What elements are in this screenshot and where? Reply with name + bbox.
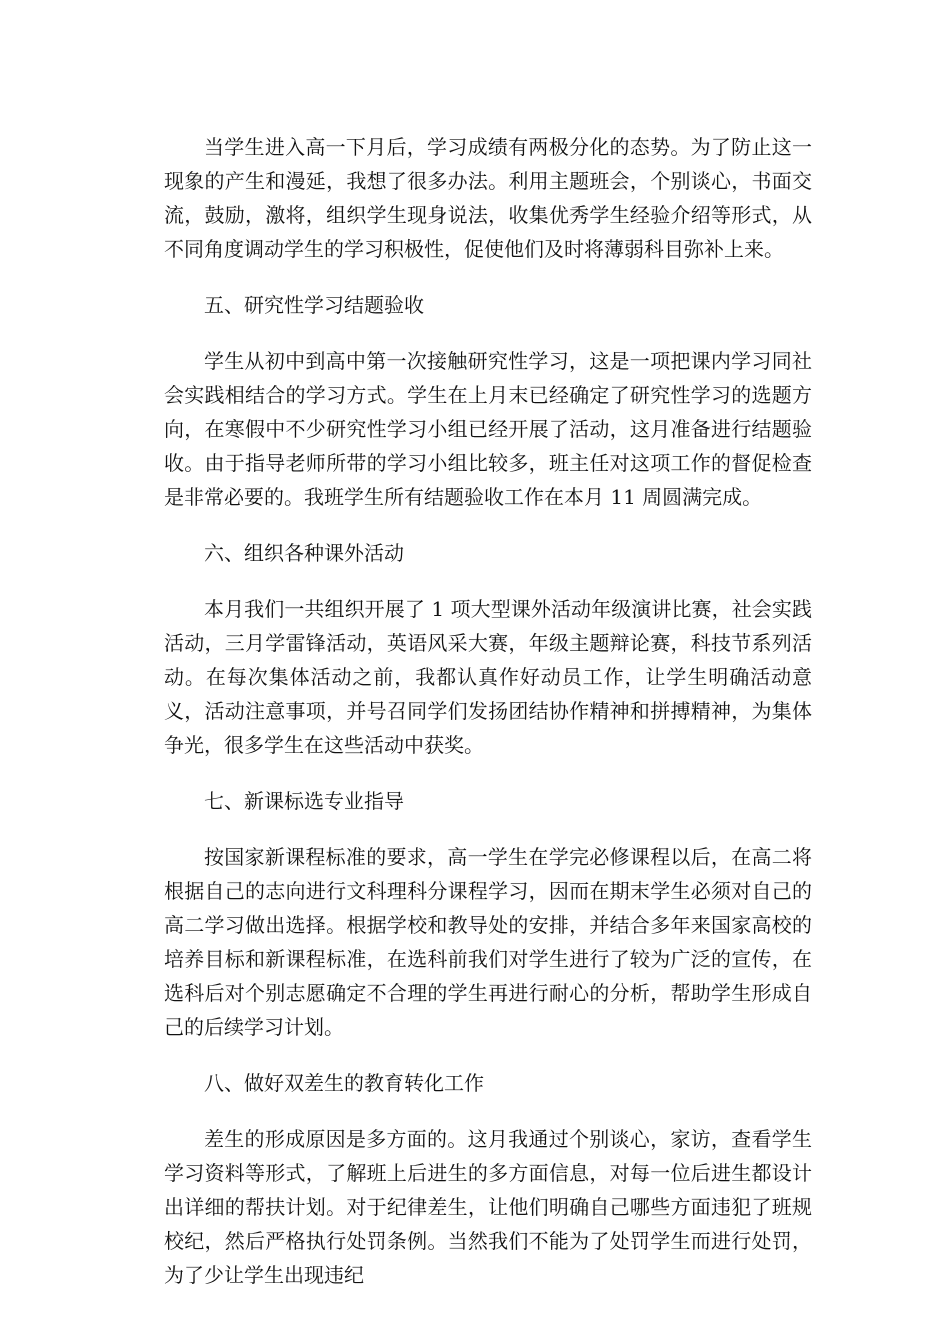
paragraph-course-selection: 按国家新课程标准的要求，高一学生在学完必修课程以后，在高二将根据自己的志向进行文科理科分课程学习，因而在期末学生必须对自己的高二学习做出选择。根据学校和教导处的安排，并结合多年来国家高校的培养目标和新课程标准，在选科前我们对学生进行了较为广泛的宣传，在选科后对个别志愿确定不合理的学生再进行耐心的分析，帮助学生形成自己的后续学习计划。 [164, 845, 812, 1039]
paragraph-underachievers: 差生的形成原因是多方面的。这月我通过个别谈心，家访，查看学生学习资料等形式，了解班上后进生的多方面信息，对每一位后进生都设计出详细的帮扶计划。对于纪律差生，让他们明确自己哪些方面违犯了班规校纪，然后严格执行处罚条例。当然我们不能为了处罚学生而进行处罚，为了少让学生出现违纪 [164, 1127, 812, 1287]
paragraph-study-differentiation: 当学生进入高一下月后，学习成绩有两极分化的态势。为了防止这一现象的产生和漫延，我想了很多办法。利用主题班会，个别谈心，书面交流，鼓励，激将，组织学生现身说法，收集优秀学生经验介绍等形式，从不同角度调动学生的学习积极性，促使他们及时将薄弱科目弥补上来。 [164, 135, 812, 261]
paragraph-extracurricular: 本月我们一共组织开展了 1 项大型课外活动年级演讲比赛，社会实践活动，三月学雷锋活动，英语风采大赛，年级主题辩论赛，科技节系列活动。在每次集体活动之前，我都认真作好动员工作，让学生明确活动意义，活动注意事项，并号召同学们发扬团结协作精神和拼搏精神，为集体争光，很多学生在这些活动中获奖。 [164, 597, 812, 757]
section-heading-underachievers: 八、做好双差生的教育转化工作 [204, 1071, 484, 1095]
paragraph-research-study: 学生从初中到高中第一次接触研究性学习，这是一项把课内学习同社会实践相结合的学习方式。学生在上月末已经确定了研究性学习的选题方向，在寒假中不少研究性学习小组已经开展了活动，这月准备进行结题验收。由于指导老师所带的学习小组比较多，班主任对这项工作的督促检查是非常必要的。我班学生所有结题验收工作在本月 11 周圆满完成。 [164, 349, 812, 509]
section-heading-research-study: 五、研究性学习结题验收 [204, 293, 424, 317]
document-body [164, 130, 812, 1292]
section-heading-extracurricular: 六、组织各种课外活动 [204, 541, 404, 565]
section-heading-course-selection: 七、新课标选专业指导 [204, 789, 404, 813]
